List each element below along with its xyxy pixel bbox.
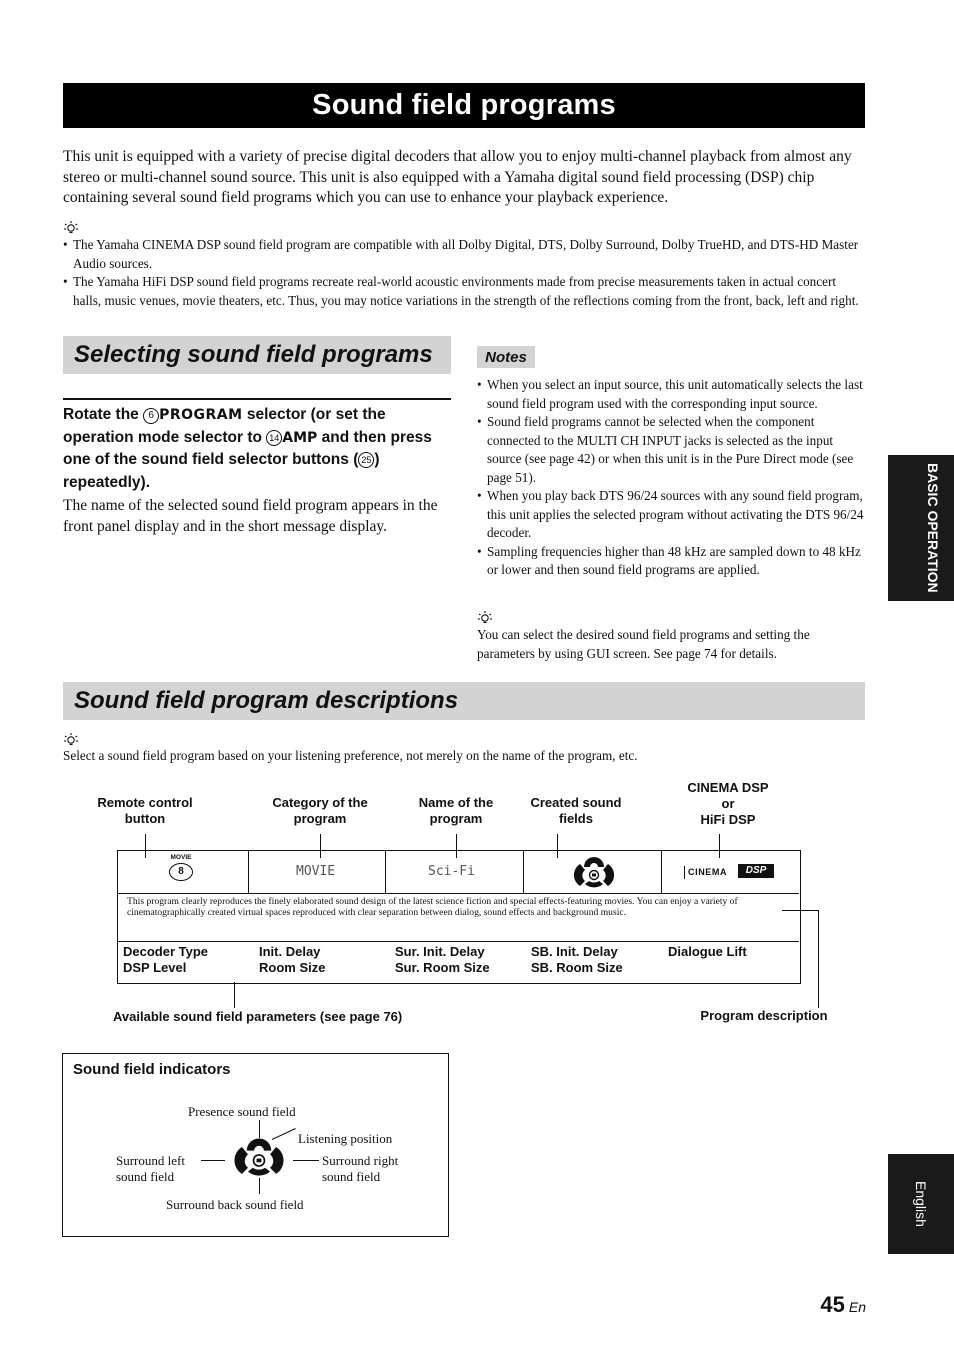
button-caption: MOVIE [170, 854, 192, 861]
amp-label: AMP [282, 429, 318, 446]
button-number: 8 [169, 863, 193, 881]
cell-divider [661, 851, 662, 894]
amp-number: 14 [266, 430, 282, 446]
page-number [780, 1292, 866, 1318]
remote-button-icon [166, 854, 196, 881]
page-number-value: 45 [820, 1292, 845, 1317]
note-item: • When you select an input source, this unit automatically selects the last sound field program used with the corresponding input source. [477, 376, 865, 413]
param-col [259, 944, 389, 976]
label-line: CINEMA DSP [687, 780, 769, 795]
tab-label: BASIC OPERATION [925, 463, 941, 593]
param-col [123, 944, 253, 976]
cell-divider [523, 851, 524, 894]
program-table [117, 850, 801, 984]
param-item: SB. Room Size [531, 960, 623, 975]
logo-bar [684, 866, 685, 879]
page-title: Sound field programs [63, 83, 865, 128]
param-item: DSP Level [123, 960, 187, 975]
divider [118, 941, 799, 942]
program-description-text: This program clearly reproduces the finely elaborated sound design of the latest science fiction and special effects-featuring movies. You can enjoy a variety of cinematographically created virtual spaces reproduced with clear separation between dialog, sound effects and background music. [127, 896, 738, 918]
label-line: or [721, 796, 735, 811]
program-name-cell: Sci-Fi [428, 864, 475, 879]
selecting-heading: Selecting sound field programs [63, 336, 451, 374]
label-remote-button: Remote control button [97, 795, 193, 826]
instr-text: and then press one of the sound field selector buttons ( [63, 428, 432, 468]
selector-button-number: 25 [358, 452, 374, 468]
label-surround-right: Surround right sound field [322, 1153, 399, 1184]
tip-icon [63, 732, 79, 746]
param-item: Sur. Init. Delay [395, 944, 485, 959]
tab-label: English [913, 1181, 929, 1227]
param-item: Decoder Type [123, 944, 209, 959]
program-row [118, 851, 799, 894]
intro-tips [63, 236, 865, 310]
notes-list [477, 376, 865, 580]
sound-field-indicator-icon [225, 1136, 293, 1180]
indicators-box [62, 1053, 449, 1237]
cinema-dsp-logo [684, 864, 776, 880]
note-item: • Sampling frequencies higher than 48 kHz are sampled down to 48 kHz or lower and then sound field programs are applied. [477, 543, 865, 580]
selecting-instruction [63, 404, 453, 494]
tip-item: • The Yamaha HiFi DSP sound field programs recreate real-world acoustic environments made from precise measurements taken in actual concert halls, music venues, movie theaters, etc. Thus, you may notice variations in the strength of the reflections coming from the front, back, left and right. [63, 273, 865, 310]
param-item: SB. Init. Delay [531, 944, 618, 959]
category-cell: MOVIE [296, 864, 336, 879]
label-listening: Listening position [298, 1131, 393, 1146]
leader-line [201, 1160, 225, 1161]
logo-dsp-text: DSP [738, 864, 774, 878]
sound-field-icon [567, 855, 621, 891]
tip-icon [63, 220, 79, 234]
label-program-name: Name of the program [418, 795, 494, 826]
cell-divider [385, 851, 386, 894]
leader-line [818, 910, 819, 1008]
indicators-title: Sound field indicators [73, 1061, 231, 1078]
label-program-description: Program description [700, 1008, 828, 1023]
notes-tip: You can select the desired sound field programs and setting the parameters by using GUI screen. See page 74 for details. [477, 627, 810, 661]
note-item: • When you play back DTS 96/24 sources with any sound field program, this unit applies the selected program without activating the DTS 96/24 decoder. [477, 487, 865, 543]
leader-line [782, 910, 819, 911]
cell-divider [248, 851, 249, 894]
label-line: HiFi DSP [700, 812, 756, 827]
label-available-params: Available sound field parameters (see page 76) [113, 1009, 403, 1024]
program-label: PROGRAM [159, 407, 243, 423]
leader-line [293, 1160, 319, 1161]
descriptions-heading: Sound field program descriptions [63, 682, 865, 720]
label-created-fields: Created sound fields [530, 795, 622, 826]
page-lang: En [848, 1299, 866, 1315]
param-col [531, 944, 661, 976]
label-surround-left: Surround left sound field [116, 1153, 185, 1184]
label-category: Category of the program [272, 795, 368, 826]
leader-line [259, 1178, 260, 1194]
tab-english [888, 1154, 954, 1254]
program-number: 6 [143, 408, 159, 424]
intro-paragraph: This unit is equipped with a variety of precise digital decoders that allow you to enjoy multi-channel playback from almost any stereo or multi-channel sound source. This unit is also equipped with a Yamaha digital sound field processing (DSP) chip containing several sound field programs which you can use to enhance your playback experience. [63, 148, 852, 206]
param-item: Init. Delay [259, 944, 321, 959]
instr-text: ) repeatedly). [63, 451, 380, 491]
label-surround-back: Surround back sound field [166, 1197, 304, 1212]
notes-label: Notes [477, 346, 535, 368]
divider [63, 398, 451, 400]
instr-text: selector (or set the operation mode selector to [63, 406, 386, 446]
instr-text: Rotate the [63, 406, 144, 423]
param-item: Room Size [259, 960, 326, 975]
selecting-description: The name of the selected sound field program appears in the front panel display and in the short message display. [63, 497, 438, 535]
param-col [395, 944, 530, 976]
descriptions-tip: Select a sound field program based on your listening preference, not merely on the name of the program, etc. [63, 748, 638, 763]
param-col [668, 944, 798, 960]
label-presence: Presence sound field [188, 1104, 296, 1119]
leader-line [234, 982, 235, 1008]
label-cinema-hifi [668, 780, 788, 828]
tab-basic-operation [888, 455, 954, 601]
logo-cinema-text: CINEMA [688, 867, 728, 877]
tip-icon [477, 610, 493, 624]
param-item: Sur. Room Size [395, 960, 490, 975]
tip-item: • The Yamaha CINEMA DSP sound field program are compatible with all Dolby Digital, DTS, Dolby Surround, Dolby TrueHD, and DTS-HD Master Audio sources. [63, 236, 865, 273]
note-item: • Sound field programs cannot be selected when the component connected to the MULTI CH INPUT jacks is selected as the input source (see page 42) or when this unit is in the Pure Direct mode (see page 51). [477, 413, 865, 487]
param-item: Dialogue Lift [668, 944, 747, 959]
